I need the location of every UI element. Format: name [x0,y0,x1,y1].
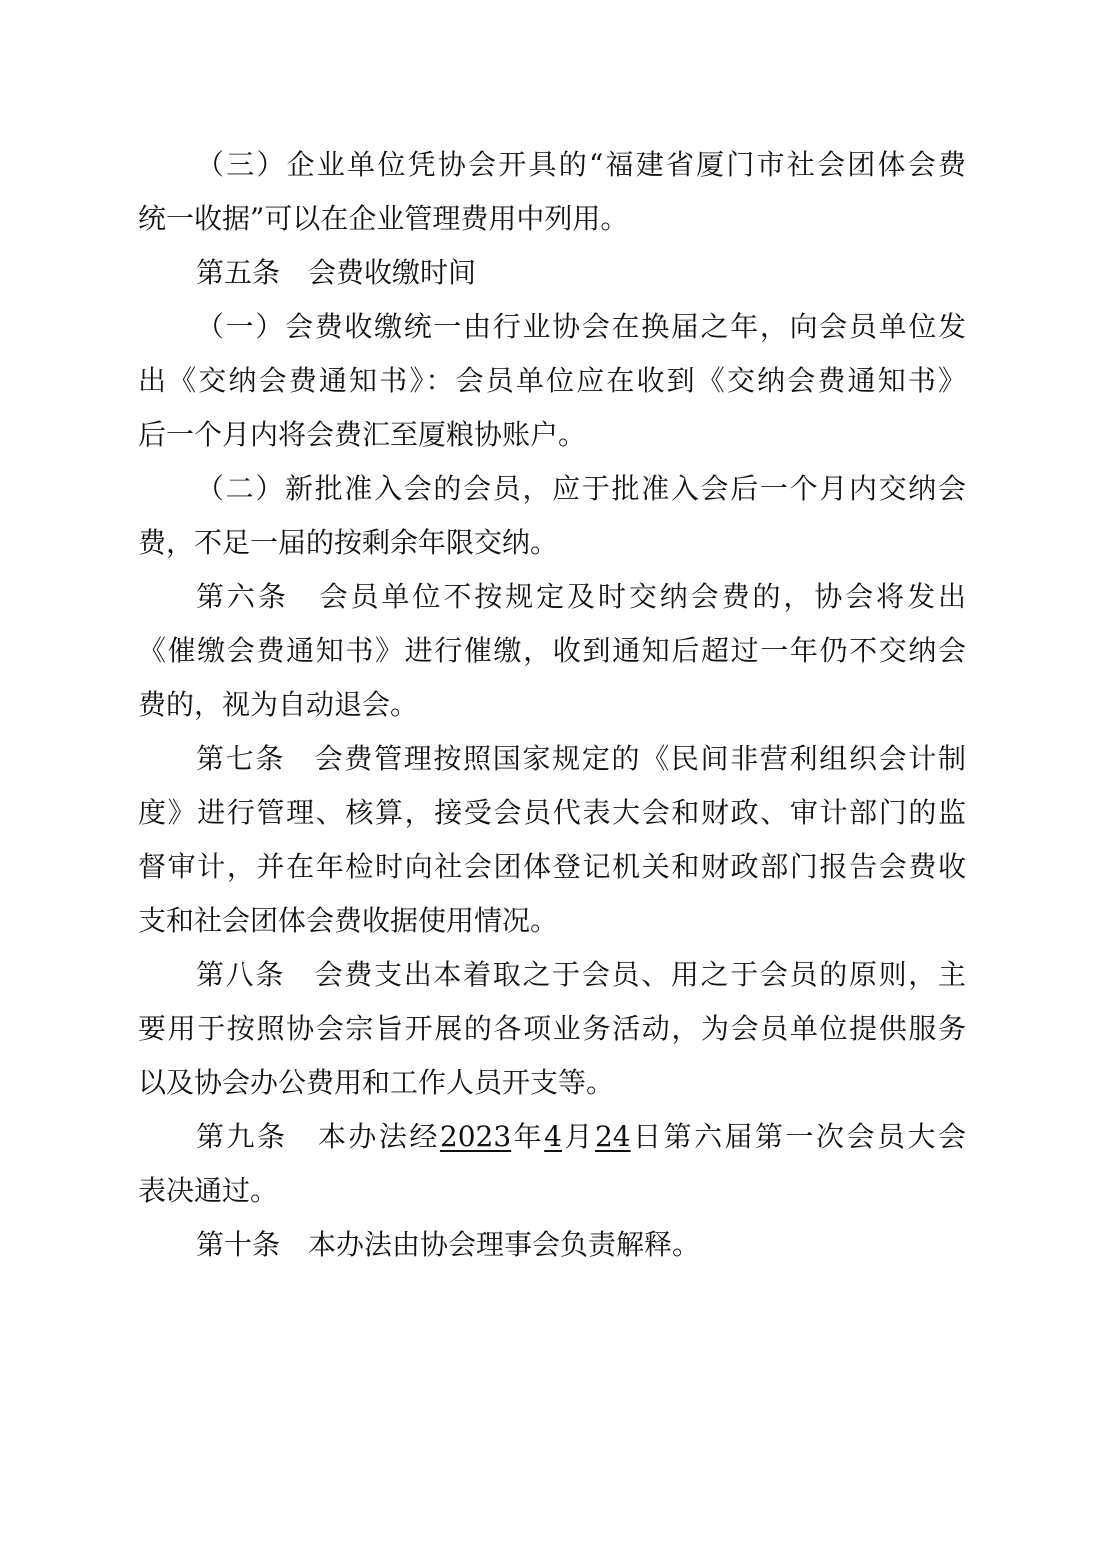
paragraph-line: 第七条 会费管理按照国家规定的《民间非营利组织会计制 [196,742,966,775]
paragraph-line: 第八条 会费支出本着取之于会员、用之于会员的原则，主 [196,958,966,991]
paragraph-line: 要用于按照协会宗旨开展的各项业务活动，为会员单位提供服务 [138,1012,966,1045]
article9-year-unit: 年 [511,1120,545,1153]
paragraph-line: 《催缴会费通知书》进行催缴，收到通知后超过一年仍不交纳会 [138,634,966,667]
paragraph-line: （二）新批准入会的会员，应于批准入会后一个月内交纳会 [196,472,966,505]
paragraph-line: 度》进行管理、核算，接受会员代表大会和财政、审计部门的监 [138,796,966,829]
article-heading: 第五条 会费收缴时间 [196,256,477,289]
paragraph-line: 出《交纳会费通知书》：会员单位应在收到《交纳会费通知书》 [138,364,966,397]
article9-year: 2023 [439,1120,512,1153]
paragraph-line: （一）会费收缴统一由行业协会在换届之年，向会员单位发 [196,310,966,343]
article10-line: 第十条 本办法由协会理事会负责解释。 [196,1228,701,1261]
article9-line [138,1110,966,1164]
document-page [138,138,966,1272]
paragraph-line: 第六条 会员单位不按规定及时交纳会费的，协会将发出 [196,580,966,613]
paragraph-line: 统一收据”可以在企业管理费用中列用。 [138,202,629,235]
article9-prefix: 第九条 本办法经 [196,1120,440,1153]
article9-month-unit: 月 [561,1120,595,1153]
paragraph-line: 费的，视为自动退会。 [138,688,419,721]
paragraph-line: 后一个月内将会费汇至厦粮协账户。 [138,418,587,451]
article9-suffix: 日第六届第一次会员大会 [630,1120,966,1153]
paragraph-line: 督审计，并在年检时向社会团体登记机关和财政部门报告会费收 [138,850,966,883]
paragraph-line: 费，不足一届的按剩余年限交纳。 [138,526,559,559]
paragraph-line: 表决通过。 [138,1174,279,1207]
paragraph-line: 以及协会办公费用和工作人员开支等。 [138,1066,615,1099]
article9-day: 24 [594,1120,631,1153]
paragraph-line: 支和社会团体会费收据使用情况。 [138,904,559,937]
article9-month: 4 [544,1120,562,1153]
paragraph-line: （三）企业单位凭协会开具的“福建省厦门市社会团体会费 [196,148,966,181]
